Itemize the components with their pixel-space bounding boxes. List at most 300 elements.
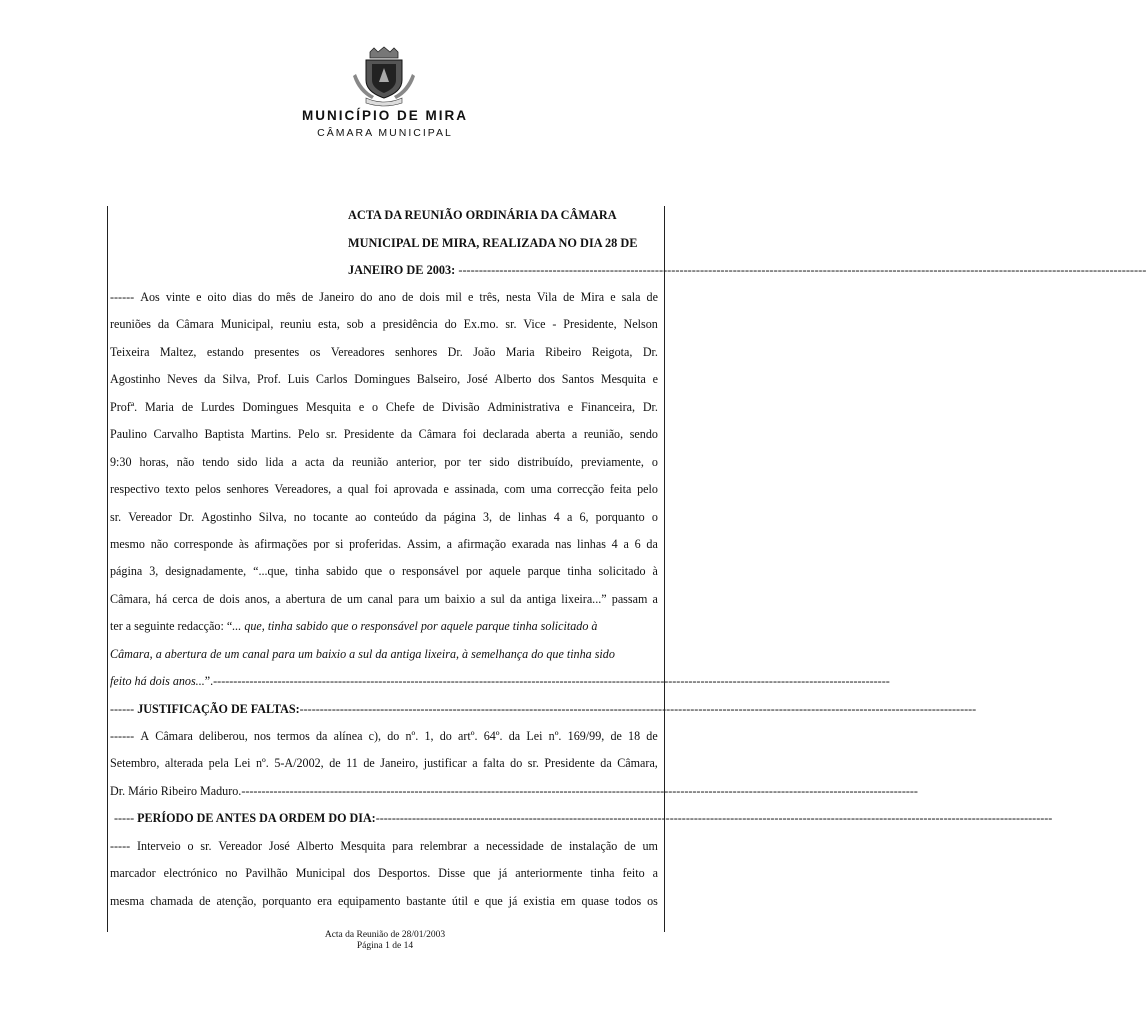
word: Vereadores — [330, 344, 385, 359]
word: - — [552, 317, 557, 332]
word: da — [425, 509, 437, 524]
word: e — [610, 290, 616, 304]
word: sido — [237, 454, 258, 469]
word: sr. — [200, 838, 212, 853]
word: de — [329, 756, 341, 771]
word: a — [336, 482, 343, 497]
word: no — [293, 509, 306, 524]
word: Divisão — [441, 399, 480, 414]
word: mês — [276, 290, 296, 304]
word: a — [652, 866, 658, 881]
text-line — [110, 558, 658, 585]
dash-filler: ------------------------------------------------------------------------------------------------------------------------------------------------------------------------ — [375, 811, 1053, 826]
word: o — [372, 399, 379, 414]
word: 5-A/2002, — [274, 756, 324, 771]
text-line — [110, 750, 658, 777]
word: Prof. — [257, 372, 281, 387]
word: Baptista — [204, 427, 245, 442]
word: Mesquita — [600, 372, 646, 387]
word: dos — [353, 866, 371, 881]
word: já — [498, 866, 508, 881]
text-line — [110, 339, 658, 366]
word: José — [268, 838, 290, 853]
word: Balseiro, — [416, 372, 461, 387]
word: do — [387, 729, 400, 743]
text-line — [110, 476, 658, 503]
word: pela — [208, 756, 229, 771]
word: Dr. — [642, 344, 658, 359]
heading-line — [348, 257, 1146, 285]
word: feito — [622, 866, 645, 881]
word: 1, — [424, 729, 434, 743]
word: conteúdo — [373, 509, 418, 524]
word: que — [473, 866, 491, 881]
word: marcador — [110, 866, 156, 881]
dash-filler: ------------------------------------------------------------------------------------------------------------------------------------------------------------------------ — [458, 263, 1146, 277]
word: de — [199, 893, 211, 908]
word: foi — [374, 482, 388, 497]
word: sr. — [326, 427, 338, 442]
word: pelo — [637, 482, 658, 497]
heading-line: MUNICIPAL DE MIRA, REALIZADA NO DIA 28 DE — [348, 235, 638, 250]
word: três, — [479, 290, 500, 304]
word: si — [335, 536, 344, 551]
word: José — [466, 372, 488, 387]
word: página — [110, 564, 143, 579]
word: Silva, — [222, 372, 251, 387]
word: reunião, — [583, 427, 624, 442]
word: e — [567, 399, 574, 414]
organization-title: MUNICÍPIO DE MIRA — [301, 108, 468, 123]
word: Municipal — [295, 866, 346, 881]
word: Nelson — [623, 317, 658, 332]
word: de — [363, 756, 375, 771]
word: sabido — [326, 564, 358, 579]
word: nesta — [505, 290, 531, 304]
word: quase — [581, 893, 610, 908]
word: presidência — [382, 317, 438, 332]
word: vinte — [165, 290, 191, 304]
word: Câmara, — [110, 591, 151, 606]
word: de — [550, 838, 563, 853]
word: Financeira, — [580, 399, 635, 414]
word: 3, — [149, 564, 159, 579]
word: tendo — [202, 454, 230, 469]
word: da — [157, 317, 170, 332]
word: distribuído, — [517, 454, 574, 469]
word: de — [202, 591, 215, 606]
word: solicitado — [598, 564, 646, 579]
word: Agostinho — [110, 372, 161, 387]
heading-date: JANEIRO DE 2003: — [348, 263, 456, 277]
word: Maria — [145, 399, 174, 414]
page-number: Página 1 de 14 — [356, 941, 414, 951]
word: não — [150, 536, 169, 551]
word: um — [347, 591, 363, 606]
word: chamada — [150, 893, 194, 908]
word: 4 — [611, 536, 618, 551]
word: c), — [368, 729, 382, 743]
word: passam — [611, 591, 648, 606]
word: Neves — [167, 372, 198, 387]
word: do — [360, 290, 373, 304]
word: ------ — [110, 729, 135, 743]
heading-line: ACTA DA REUNIÃO ORDINÁRIA DA CÂMARA — [348, 208, 617, 222]
word: um — [424, 591, 440, 606]
word: que — [364, 564, 383, 579]
word: 18 — [628, 729, 641, 743]
word: do — [444, 317, 457, 332]
word: de — [563, 290, 575, 304]
word: Agostinho — [201, 509, 252, 524]
word: existia — [523, 893, 555, 908]
word: instalação — [568, 838, 618, 853]
word: Domingues — [242, 399, 299, 414]
word: Alberto — [494, 372, 532, 387]
text-run: ter a seguinte redacção: “ — [110, 619, 233, 634]
word: por — [466, 564, 483, 579]
word: já — [508, 893, 518, 908]
word: a — [291, 454, 297, 469]
word: ------ — [110, 290, 135, 304]
word: 6 — [634, 536, 641, 551]
word: por — [444, 454, 461, 469]
word: reunião — [351, 454, 389, 469]
word: Vice — [523, 317, 546, 332]
word: Alberto — [296, 838, 334, 853]
word: abertura — [285, 591, 326, 606]
word: no — [225, 866, 238, 881]
page-footer — [0, 930, 770, 952]
word: falta — [483, 756, 505, 771]
word: sido — [489, 454, 510, 469]
word: estando — [206, 344, 244, 359]
word: todos — [614, 893, 642, 908]
word: o — [187, 838, 194, 853]
word: sr. — [505, 317, 517, 332]
word: oito — [207, 290, 227, 304]
word: “...que, — [253, 564, 289, 579]
word: de — [646, 290, 658, 304]
word: para — [392, 838, 414, 853]
word: antiga — [526, 591, 557, 606]
word: porquanto — [262, 893, 312, 908]
word: da — [400, 427, 413, 442]
word: Mesquita — [306, 399, 352, 414]
municipal-crest-logo — [352, 46, 416, 106]
word: tinha — [294, 564, 320, 579]
word: Lei — [526, 729, 543, 743]
word: bastante — [406, 893, 446, 908]
word: dois — [419, 290, 440, 304]
word: era — [317, 893, 333, 908]
word: os — [647, 893, 658, 908]
word: Carvalho — [153, 427, 198, 442]
word: anos, — [244, 591, 271, 606]
word: útil — [451, 893, 469, 908]
word: Presidente — [544, 756, 595, 771]
word: nos — [253, 729, 271, 743]
text-line — [110, 531, 658, 558]
word: Vereadores, — [274, 482, 332, 497]
word: parque — [527, 564, 561, 579]
word: dos — [538, 372, 556, 387]
word: sr. — [110, 509, 122, 524]
word: ano — [378, 290, 396, 304]
word: Domingues — [354, 372, 411, 387]
word: e — [652, 372, 658, 387]
word: Presidente, — [563, 317, 617, 332]
word: a — [473, 838, 480, 853]
word: sob — [346, 317, 364, 332]
word: porquanto — [595, 509, 645, 524]
minutes-body — [110, 284, 1053, 915]
word: designadamente, — [165, 564, 247, 579]
word: sr. — [527, 756, 539, 771]
text-line — [110, 668, 890, 695]
word: Câmara — [418, 427, 457, 442]
word: aprovada — [393, 482, 438, 497]
word: 11 — [346, 756, 358, 771]
word: de — [422, 399, 435, 414]
word: uma — [530, 482, 552, 497]
word: Pelo — [297, 427, 320, 442]
word: a — [472, 756, 478, 771]
left-margin-rule — [107, 206, 108, 932]
quoted-text: Câmara, a abertura de um canal para um baixio a sul da antiga lixeira, à semelhança do que tinha sido — [110, 646, 615, 661]
section-heading-line — [110, 696, 977, 723]
word: Municipal, — [220, 317, 274, 332]
word: Administrativa — [487, 399, 560, 414]
word: atenção, — [216, 893, 257, 908]
text-line — [110, 394, 658, 421]
word: Desportos. — [378, 866, 431, 881]
word: nas — [555, 536, 572, 551]
word: Mira — [580, 290, 605, 304]
word: Silva, — [258, 509, 287, 524]
word: responsável — [401, 564, 460, 579]
word: Setembro, — [110, 756, 160, 771]
word: da — [508, 729, 521, 743]
word: dois — [219, 591, 240, 606]
word: Vereador — [128, 509, 172, 524]
word: o — [651, 509, 658, 524]
word: da — [332, 454, 344, 469]
quoted-text: feito há dois anos... — [110, 674, 205, 689]
word: Vila — [536, 290, 558, 304]
text-run: ”. — [204, 674, 214, 689]
word: e — [196, 290, 202, 304]
word: ----- — [110, 838, 131, 853]
word: esta, — [318, 317, 340, 332]
word: Paulino — [110, 427, 147, 442]
word: tinha — [567, 564, 592, 579]
word: anterior, — [396, 454, 437, 469]
word: proferidas. — [349, 536, 402, 551]
word: a — [623, 536, 629, 551]
word: Janeiro — [319, 290, 355, 304]
word: não — [176, 454, 195, 469]
word: qual — [347, 482, 369, 497]
word: do — [510, 756, 523, 771]
word: à — [652, 564, 658, 579]
word: Profª. — [110, 399, 138, 414]
word: de — [624, 838, 636, 853]
word: exarada — [511, 536, 550, 551]
word: assinada, — [454, 482, 499, 497]
word: de — [646, 729, 658, 743]
word: para — [398, 591, 420, 606]
word: Ex.mo. — [463, 317, 499, 332]
dash-filler: ------------------------------------------------------------------------------------------------------------------------------------------------------------------------ — [213, 674, 890, 689]
dash-lead: ------ — [110, 701, 135, 716]
word: linhas — [517, 509, 547, 524]
word: nº. — [255, 756, 269, 771]
word: Maltez, — [159, 344, 197, 359]
word: do — [439, 729, 452, 743]
word: mil — [445, 290, 462, 304]
word: às — [238, 536, 249, 551]
footer-title: Acta da Reunião de 28/01/2003 — [324, 930, 446, 940]
word: Câmara — [155, 729, 193, 743]
word: aquele — [489, 564, 521, 579]
word: Vereador — [218, 838, 263, 853]
word: Pavilhão — [245, 866, 288, 881]
text-line — [110, 888, 658, 915]
text-line — [110, 833, 658, 860]
word: a — [275, 591, 281, 606]
word: mesmo — [110, 536, 145, 551]
word: Chefe — [385, 399, 415, 414]
word: da — [646, 536, 658, 551]
word: Teixeira — [110, 344, 150, 359]
word: de — [401, 290, 414, 304]
word: por — [313, 536, 330, 551]
word: termos — [276, 729, 310, 743]
word: Dr. — [179, 509, 195, 524]
word: da — [600, 756, 612, 771]
text-line — [110, 421, 658, 448]
word: deliberou, — [199, 729, 248, 743]
word: página — [443, 509, 476, 524]
text-run: Dr. Mário Ribeiro Maduro. — [110, 783, 242, 798]
word: 9:30 — [110, 454, 132, 469]
word: previamente, — [581, 454, 644, 469]
word: a — [370, 317, 376, 332]
word: Presidente — [343, 427, 395, 442]
dash-filler: ------------------------------------------------------------------------------------------------------------------------------------------------------------------------ — [299, 701, 977, 716]
word: acta — [304, 454, 325, 469]
word: corresponde — [173, 536, 234, 551]
word: da — [510, 591, 522, 606]
word: tocante — [313, 509, 348, 524]
word: ter — [468, 454, 482, 469]
word: canal — [367, 591, 394, 606]
dash-filler: ------------------------------------------------------------------------------------------------------------------------------------------------------------------------ — [241, 783, 918, 798]
word: que — [485, 893, 503, 908]
word: Ribeiro — [545, 344, 582, 359]
word: horas, — [139, 454, 169, 469]
word: Janeiro, — [380, 756, 419, 771]
word: o — [651, 454, 658, 469]
word: Lurdes — [200, 399, 235, 414]
word: 169/99, — [567, 729, 605, 743]
section-heading-line — [110, 805, 1053, 832]
word: baixio — [444, 591, 476, 606]
word: declarada — [482, 427, 530, 442]
word: senhores — [226, 482, 269, 497]
word: respectivo — [110, 482, 160, 497]
word: e — [467, 290, 474, 304]
text-line — [110, 641, 658, 668]
text-line — [110, 284, 658, 311]
word: sala — [621, 290, 641, 304]
organization-subtitle: CÂMARA MUNICIPAL — [317, 127, 453, 139]
word: reuniu — [280, 317, 312, 332]
text-line — [110, 860, 658, 887]
word: Santos — [561, 372, 595, 387]
word: feita — [609, 482, 632, 497]
word: Dr. — [447, 344, 463, 359]
word: e — [473, 893, 480, 908]
word: Reigota, — [591, 344, 633, 359]
word: Dr. — [642, 399, 658, 414]
quoted-text: ... que, tinha sabido que o responsável por aquele parque tinha solicitado à — [232, 619, 598, 634]
minutes-heading — [348, 202, 1146, 285]
word: lida — [265, 454, 284, 469]
text-line — [110, 723, 658, 750]
word: Carlos — [315, 372, 348, 387]
word: a — [652, 591, 658, 606]
word: 4 — [553, 509, 560, 524]
word: senhores — [394, 344, 438, 359]
word: Assim, — [406, 536, 441, 551]
word: Mesquita — [340, 838, 386, 853]
word: e — [443, 482, 449, 497]
word: Interveio — [137, 838, 181, 853]
text-line — [110, 613, 658, 640]
section-heading-before-agenda: PERÍODO DE ANTES DA ORDEM DO DIA: — [137, 811, 376, 826]
word: artº. — [458, 729, 478, 743]
word: tinha — [590, 866, 615, 881]
word: Câmara — [176, 317, 214, 332]
word: texto — [165, 482, 190, 497]
word: Aos — [140, 290, 160, 304]
text-line — [110, 778, 918, 805]
word: presentes — [254, 344, 300, 359]
word: pelos — [195, 482, 221, 497]
text-line — [110, 586, 658, 613]
text-line — [110, 311, 658, 338]
word: justificar — [423, 756, 467, 771]
word: de — [181, 399, 194, 414]
word: João — [473, 344, 496, 359]
word: ao — [355, 509, 367, 524]
word: Lei — [234, 756, 251, 771]
dash-lead: ----- — [114, 811, 135, 826]
word: cerca — [172, 591, 198, 606]
word: sul — [490, 591, 505, 606]
word: Câmara, — [617, 756, 658, 771]
word: Disse — [438, 866, 466, 881]
word: sendo — [629, 427, 658, 442]
word: reuniões — [110, 317, 151, 332]
word: relembrar — [419, 838, 467, 853]
word: electrónico — [163, 866, 218, 881]
word: a — [446, 536, 452, 551]
word: e — [358, 399, 365, 414]
word: afirmações — [254, 536, 308, 551]
